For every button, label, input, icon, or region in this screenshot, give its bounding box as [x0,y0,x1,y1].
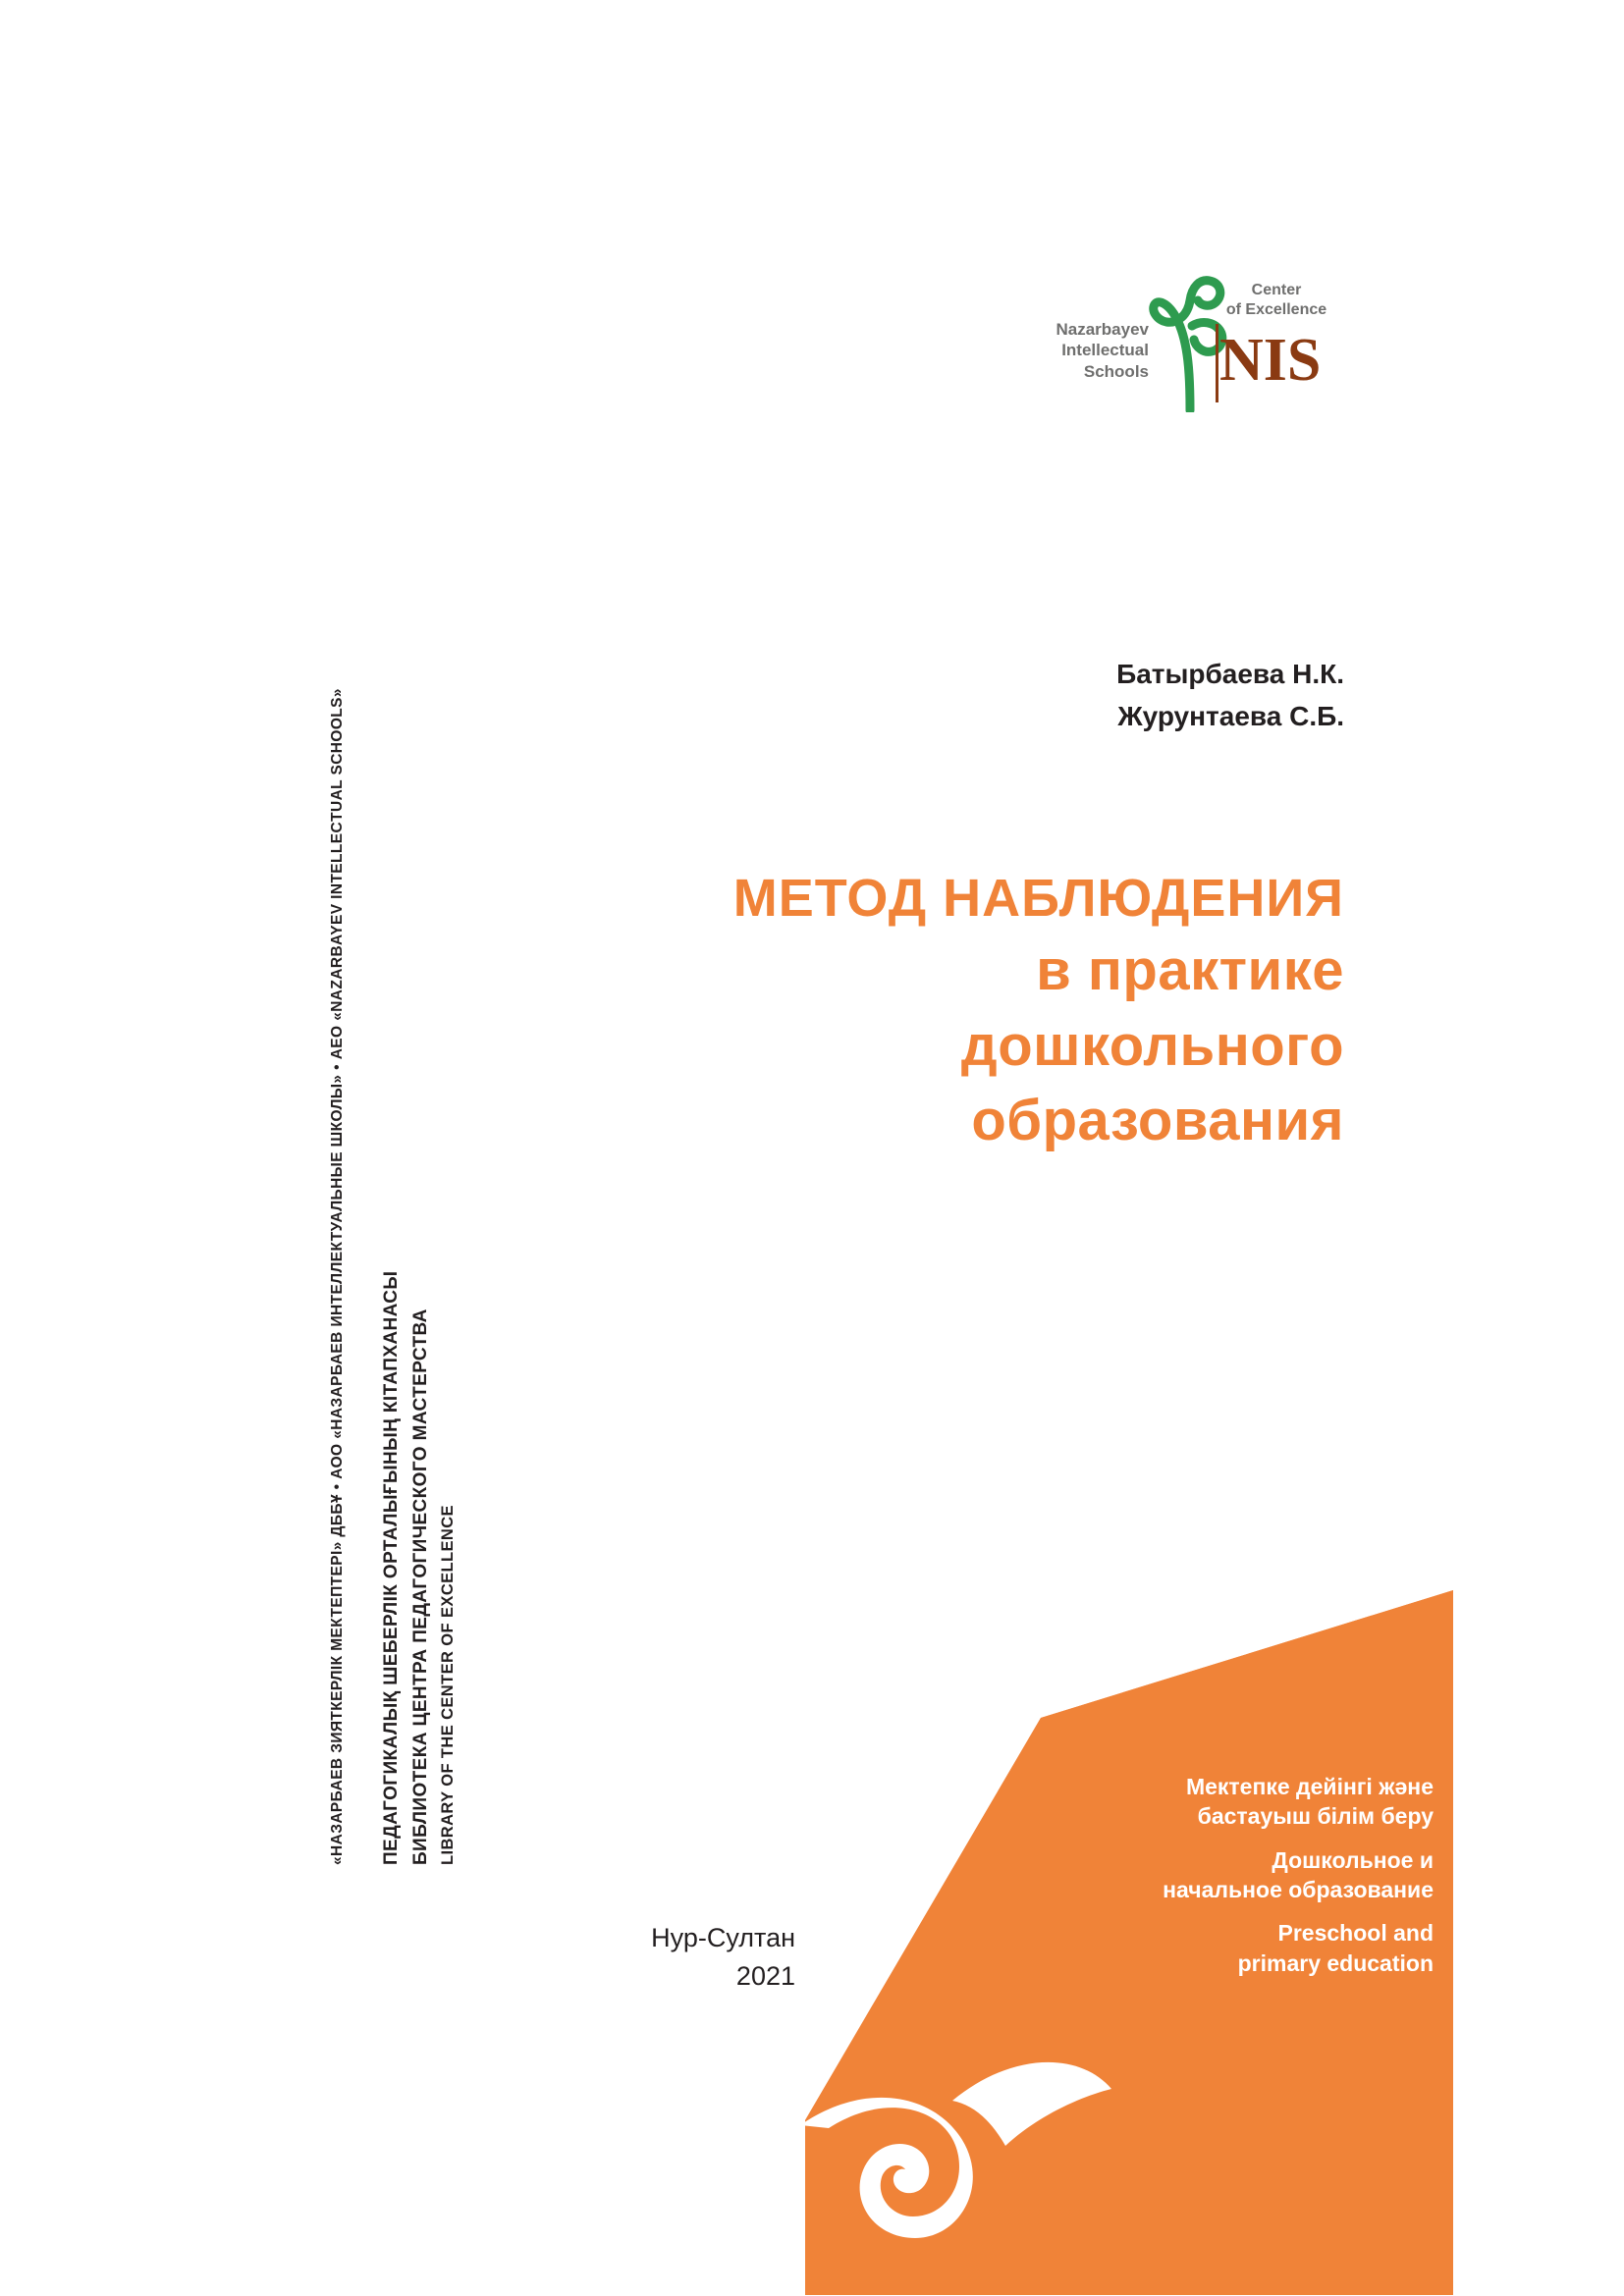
series-label-ru [1060,1845,1434,1905]
author-name-1: Батырбаева Н.К. [1116,659,1344,689]
title-line-1: МЕТОД НАБЛЮДЕНИЯ [732,869,1344,928]
series-ru-line2: начальное образование [1163,1877,1434,1903]
series-label-en [1060,1918,1434,1978]
title-line-2: в практике [1036,938,1344,1003]
imprint-year: 2021 [735,1961,795,1992]
logo-divider [1216,324,1218,402]
author-block [1116,653,1344,738]
spine-line-kz: ПЕДАГОГИКАЛЫҚ ШЕБЕРЛІК ОРТАЛЫҒЫНЫҢ КІТАПХАНАСЫ [381,1270,402,1865]
logo-left-line1: Nazarbayev [1056,320,1149,339]
logo-left-text [1011,319,1149,382]
logo-left-line2: Intellectual [1061,341,1149,360]
series-kz-line1: Мектепке дейінгі және [1185,1774,1434,1799]
logo-right-line2: of Excellence [1225,301,1327,318]
spine-line-publisher: «НАЗАРБАЕВ ЗИЯТКЕРЛІК МЕКТЕПТЕРІ» ДББҰ • АОО «НАЗАРБАЕВ ИНТЕЛЛЕКТУАЛЬНЫЕ ШКОЛЫ» • AEO «NAZARBAYEV INTELLECTUAL SCHOOLS» [329,688,346,1865]
spine-line-en: LIBRARY OF THE CENTER OF EXCELLENCE [439,1505,457,1865]
series-labels [1060,1772,1434,1978]
series-ru-line1: Дошкольное и [1272,1846,1434,1873]
series-kz-line2: бастауыш білім беру [1197,1803,1434,1830]
spine-series-text [147,0,457,2296]
series-graphic-block [805,1590,1624,2296]
logo-left-line3: Schools [1083,361,1149,381]
series-label-kz [1060,1772,1434,1832]
series-en-line1: Preschool and [1277,1920,1434,1947]
book-title [460,864,1344,1159]
title-line-4: образования [971,1089,1344,1153]
logo-abbreviation: NIS [1219,327,1322,394]
author-name-2: Журунтаева С.Б. [1117,701,1344,732]
imprint-city: Нур-Султан [651,1923,795,1952]
series-en-line2: primary education [1237,1949,1434,1976]
imprint-block [599,1919,795,1996]
nis-logo [1011,275,1326,432]
title-line-3: дошкольного [960,1013,1344,1078]
logo-right-line1: Center [1251,282,1302,298]
logo-center-of-excellence-text [1222,281,1330,320]
spine-line-ru: БИБЛИОТЕКА ЦЕНТРА ПЕДАГОГИЧЕСКОГО МАСТЕРСТВА [410,1308,431,1865]
